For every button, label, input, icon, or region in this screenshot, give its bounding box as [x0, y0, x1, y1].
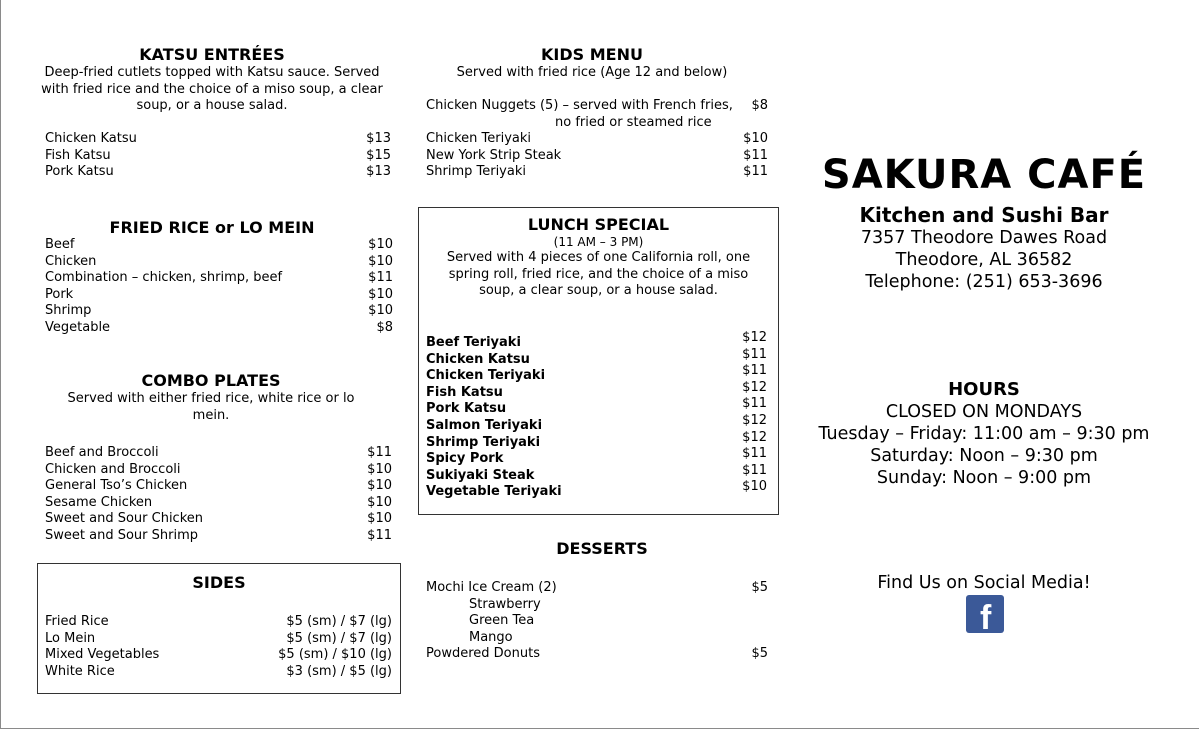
item-name: Chicken Teriyaki	[426, 131, 531, 147]
hours-line: Sunday: Noon – 9:00 pm	[876, 468, 1092, 488]
item-price: $10	[367, 511, 392, 527]
item-name: Sesame Chicken	[45, 494, 153, 510]
menu-item	[45, 614, 392, 631]
item-name: Chicken	[45, 253, 97, 269]
phone: Telephone: (251) 653-3696	[865, 272, 1103, 292]
item-price: $11	[742, 446, 767, 462]
social-section	[806, 572, 1162, 594]
menu-item	[426, 446, 767, 468]
item-price: $11	[743, 147, 768, 163]
menu-item	[45, 148, 391, 165]
item-name: Vegetable	[45, 319, 111, 335]
section-title: COMBO PLATES	[141, 371, 281, 390]
item-name: Salmon Teriyaki	[426, 417, 543, 433]
item-name: Lo Mein	[45, 630, 96, 646]
item-price: $3 (sm) / $5 (lg)	[286, 663, 392, 679]
menu-item	[45, 528, 392, 545]
address-line-2: Theodore, AL 36582	[895, 250, 1073, 270]
item-price: $5 (sm) / $7 (lg)	[286, 630, 392, 646]
lunch-items	[426, 330, 767, 501]
sides-box	[37, 563, 401, 694]
section-description: Deep-fried cutlets topped with Katsu sauce. Served with fried rice and the choice of a miso soup, a clear soup, or a house salad.	[41, 65, 383, 114]
cafe-subtitle: Kitchen and Sushi Bar	[859, 203, 1109, 227]
menu-item	[45, 320, 393, 337]
section-title: DESSERTS	[556, 539, 648, 558]
flavor-item: Strawberry	[469, 596, 541, 612]
item-price: $15	[366, 147, 391, 163]
item-name: Mixed Vegetables	[45, 647, 160, 663]
menu-item	[426, 164, 768, 181]
item-name: Shrimp Teriyaki	[426, 164, 526, 180]
combo-section	[51, 371, 371, 424]
menu-item	[45, 237, 393, 254]
section-description: Served with either fried rice, white rice or lo mein.	[67, 391, 355, 423]
menu-item	[426, 131, 768, 148]
item-name: Sweet and Sour Chicken	[45, 511, 203, 527]
item-price: $11	[367, 527, 392, 543]
facebook-letter: f	[980, 599, 992, 637]
item-price: $5	[751, 646, 768, 662]
item-price: $10	[368, 286, 393, 302]
item-name: General Tso’s Chicken	[45, 478, 188, 494]
item-name: Fried Rice	[45, 614, 109, 629]
item-name: Mochi Ice Cream (2)	[426, 580, 557, 595]
item-price: $13	[366, 164, 391, 180]
menu-item	[45, 631, 392, 648]
cafe-info	[806, 152, 1162, 293]
menu-item	[426, 412, 767, 435]
item-price: $11	[742, 462, 767, 478]
menu-item	[45, 254, 393, 271]
item-name: Pork	[45, 286, 74, 302]
item-price: $12	[742, 412, 767, 428]
item-name: Shrimp	[45, 303, 92, 319]
section-title: SIDES	[192, 573, 246, 592]
combo-items	[45, 445, 392, 545]
item-price: $11	[743, 164, 768, 180]
item-price: $12	[742, 429, 767, 445]
menu-item	[426, 379, 767, 402]
menu-item	[426, 646, 768, 663]
item-name: Vegetable Teriyaki	[426, 484, 562, 500]
item-price: $11	[367, 445, 392, 460]
section-title: FRIED RICE or LO MEIN	[109, 218, 315, 237]
fried-rice-section	[39, 218, 385, 238]
lunch-special-box	[418, 207, 779, 515]
item-name: Sukiyaki Steak	[426, 467, 535, 483]
item-name: Chicken Katsu	[45, 131, 137, 146]
hours-title: HOURS	[948, 379, 1020, 400]
item-name: Beef	[45, 237, 75, 252]
fried-rice-items	[45, 237, 393, 337]
item-price: $10	[367, 478, 392, 494]
item-name: Pork Katsu	[426, 401, 507, 417]
kids-section	[421, 45, 763, 82]
menu-item	[426, 346, 767, 369]
address-line-1: 7357 Theodore Dawes Road	[860, 228, 1108, 248]
menu-item	[45, 664, 392, 681]
item-name: Combination – chicken, shrimp, beef	[45, 270, 283, 286]
menu-item	[45, 303, 393, 320]
sides-items	[45, 614, 392, 680]
item-name: Shrimp Teriyaki	[426, 434, 541, 450]
item-name: Beef Teriyaki	[426, 335, 521, 350]
flavor-item: Mango	[469, 629, 513, 645]
menu-item	[426, 429, 767, 452]
desserts-section	[421, 539, 783, 559]
item-price: $12	[742, 330, 767, 345]
item-price: $10	[368, 253, 393, 269]
kids-items	[426, 98, 768, 181]
katsu-items	[45, 131, 391, 181]
menu-item	[426, 580, 768, 597]
menu-item	[45, 287, 393, 304]
item-price: $11	[742, 346, 767, 362]
flavor-item: Green Tea	[469, 613, 535, 629]
item-name: Sweet and Sour Shrimp	[45, 527, 198, 543]
item-price: $11	[742, 396, 767, 412]
item-price: $5 (sm) / $10 (lg)	[278, 647, 392, 663]
item-price: $10	[367, 494, 392, 510]
item-price: $13	[366, 131, 391, 146]
facebook-icon[interactable]	[966, 595, 1004, 637]
section-description: Served with fried rice (Age 12 and below)	[456, 65, 728, 80]
item-name: White Rice	[45, 663, 115, 679]
item-price: $10	[367, 461, 392, 477]
hours-line: CLOSED ON MONDAYS	[885, 402, 1083, 422]
item-price: $10	[368, 303, 393, 319]
menu-item	[45, 478, 392, 495]
menu-item	[426, 98, 768, 115]
menu-item	[426, 396, 767, 418]
menu-item	[45, 495, 392, 512]
menu-item	[45, 164, 391, 181]
menu-item	[45, 647, 392, 664]
item-price: $12	[742, 379, 767, 395]
menu-item	[45, 131, 391, 148]
section-title: KIDS MENU	[541, 45, 643, 64]
section-description: Served with 4 pieces of one California roll, one spring roll, fried rice, and the choice of a miso soup, a clear soup, or a house salad.	[446, 250, 751, 299]
item-price: $11	[742, 363, 767, 379]
lunch-hours: (11 AM – 3 PM)	[553, 235, 644, 249]
katsu-section	[39, 45, 385, 115]
menu-item	[426, 462, 767, 485]
menu-item	[426, 363, 767, 385]
item-name: Powdered Donuts	[426, 646, 540, 662]
section-title: KATSU ENTRÉES	[139, 45, 285, 64]
menu-item	[45, 270, 393, 287]
hours-section	[806, 379, 1162, 489]
item-price: $11	[368, 270, 393, 286]
menu-item	[45, 511, 392, 528]
menu-item	[426, 330, 767, 352]
menu-item	[426, 148, 768, 165]
menu-item	[45, 462, 392, 479]
item-note: no fried or steamed rice	[555, 114, 712, 130]
social-label: Find Us on Social Media!	[877, 573, 1091, 593]
menu-item	[45, 445, 392, 462]
desserts-items	[426, 580, 768, 663]
item-price: $10	[743, 131, 768, 147]
item-name: Chicken Nuggets (5) – served with French fries,	[426, 98, 733, 113]
item-name: Fish Katsu	[45, 147, 111, 163]
hours-line: Tuesday – Friday: 11:00 am – 9:30 pm	[818, 424, 1150, 444]
item-price: $8	[376, 319, 393, 335]
item-name: Spicy Pork	[426, 451, 504, 467]
item-name: Chicken and Broccoli	[45, 461, 181, 477]
section-title: LUNCH SPECIAL	[527, 215, 670, 234]
item-name: Beef and Broccoli	[45, 445, 159, 460]
item-name: Pork Katsu	[45, 164, 114, 180]
item-price: $5	[751, 580, 768, 595]
item-price: $10	[368, 237, 393, 252]
cafe-name: SAKURA CAFÉ	[821, 152, 1147, 198]
item-price: $5 (sm) / $7 (lg)	[286, 614, 392, 629]
item-name: Fish Katsu	[426, 384, 503, 400]
item-name: New York Strip Steak	[426, 147, 562, 163]
menu-item	[426, 479, 767, 501]
item-name: Chicken Katsu	[426, 351, 530, 367]
item-price: $10	[742, 479, 767, 495]
hours-line: Saturday: Noon – 9:30 pm	[870, 446, 1098, 466]
item-price: $8	[751, 98, 768, 113]
item-name: Chicken Teriyaki	[426, 368, 546, 384]
